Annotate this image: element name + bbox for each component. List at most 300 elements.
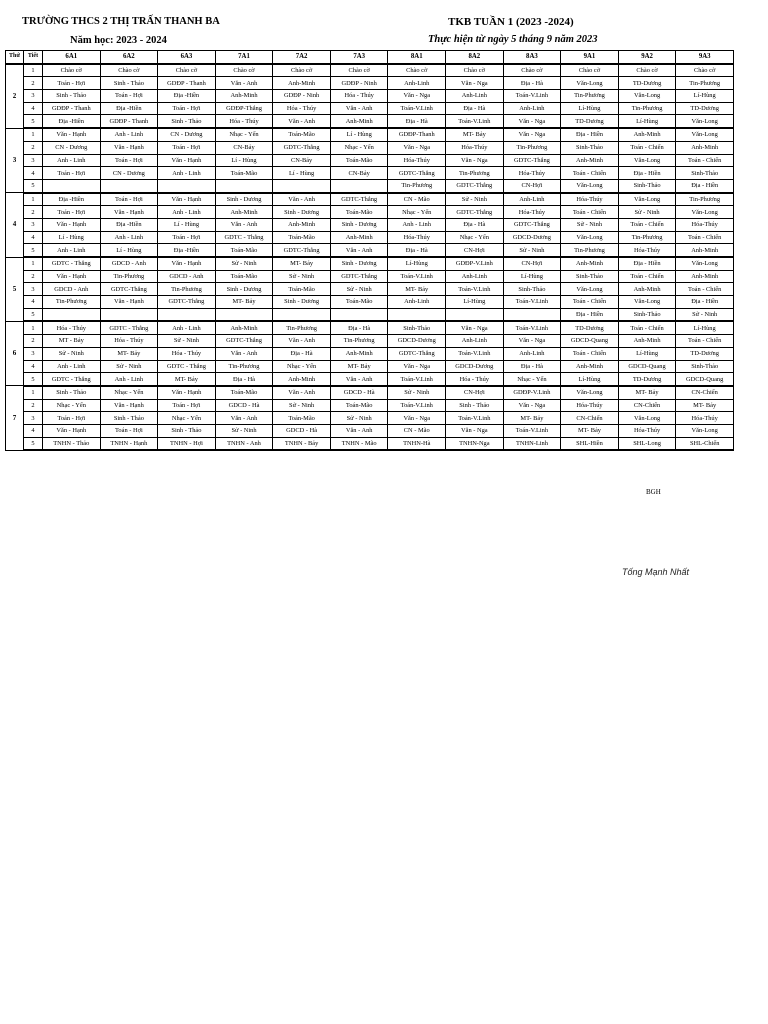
lesson-cell: GDTC - Thắng bbox=[215, 231, 273, 244]
lesson-cell: Toán-Mão bbox=[330, 154, 388, 167]
lesson-cell: Hóa-Thúy bbox=[503, 167, 561, 180]
lesson-cell: MT- Bảy bbox=[618, 386, 676, 399]
lesson-cell: GDCD - Anh bbox=[158, 270, 216, 283]
lesson-cell: GDCD - Hà bbox=[273, 424, 331, 437]
lesson-cell: Toán - Hợi bbox=[100, 193, 158, 206]
lesson-cell: Toán - Chiến bbox=[618, 321, 676, 334]
lesson-cell: TD-Dương bbox=[561, 115, 619, 128]
lesson-cell: MT- Bảy bbox=[446, 128, 504, 141]
table-row bbox=[6, 206, 734, 219]
lesson-cell: GDCD-Dương bbox=[503, 231, 561, 244]
lesson-cell: TNHN-Nga bbox=[446, 437, 504, 450]
lesson-cell: Sinh-Thảo bbox=[503, 283, 561, 296]
period-column-header: Tiết bbox=[24, 51, 43, 64]
lesson-cell: MT- Bảy bbox=[215, 296, 273, 309]
class-header: 7A3 bbox=[330, 51, 388, 64]
lesson-cell: Hóa-Thúy bbox=[561, 193, 619, 206]
lesson-cell: Văn - Hạnh bbox=[100, 399, 158, 412]
lesson-cell: GDCD - Hà bbox=[330, 386, 388, 399]
table-row bbox=[6, 321, 734, 334]
lesson-cell bbox=[100, 308, 158, 321]
lesson-cell: Văn - Hạnh bbox=[43, 270, 101, 283]
lesson-cell: Văn - Hạnh bbox=[158, 154, 216, 167]
lesson-cell: Anh-Linh bbox=[503, 193, 561, 206]
lesson-cell: Địa - Hà bbox=[446, 102, 504, 115]
lesson-cell: Anh-Minh bbox=[330, 347, 388, 360]
lesson-cell: Sinh - Dương bbox=[330, 257, 388, 270]
lesson-cell: GDTC-Thắng bbox=[158, 296, 216, 309]
lesson-cell: Địa - Hiền bbox=[676, 179, 734, 192]
table-row bbox=[6, 360, 734, 373]
lesson-cell: Toán - Chiến bbox=[676, 335, 734, 348]
lesson-cell: Anh-Minh bbox=[215, 206, 273, 219]
lesson-cell: Toán - Chiến bbox=[618, 141, 676, 154]
period-cell: 2 bbox=[24, 206, 43, 219]
lesson-cell: Anh - Linh bbox=[43, 360, 101, 373]
lesson-cell: Anh-Minh bbox=[330, 231, 388, 244]
lesson-cell: Toán-Mão bbox=[273, 128, 331, 141]
lesson-cell: Sử - Ninh bbox=[215, 424, 273, 437]
lesson-cell: Sinh - Thảo bbox=[100, 412, 158, 425]
lesson-cell: Chào cờ bbox=[215, 64, 273, 77]
table-row bbox=[6, 218, 734, 231]
lesson-cell: Địa - Hiền bbox=[676, 296, 734, 309]
lesson-cell: Anh-Minh bbox=[618, 283, 676, 296]
lesson-cell: Toán-V.Linh bbox=[503, 296, 561, 309]
lesson-cell: Toán-Mão bbox=[330, 296, 388, 309]
lesson-cell: Văn - Hạnh bbox=[43, 424, 101, 437]
table-row bbox=[6, 437, 734, 450]
period-cell: 4 bbox=[24, 231, 43, 244]
lesson-cell: Sử - Ninh bbox=[618, 206, 676, 219]
lesson-cell bbox=[158, 308, 216, 321]
lesson-cell: Sinh-Thảo bbox=[561, 270, 619, 283]
lesson-cell: Toán-V.Linh bbox=[446, 115, 504, 128]
lesson-cell: GDTC-Thắng bbox=[446, 206, 504, 219]
lesson-cell: Hóa - Thúy bbox=[273, 102, 331, 115]
lesson-cell: GDĐP - Thanh bbox=[100, 115, 158, 128]
lesson-cell: Địa - Hà bbox=[273, 347, 331, 360]
lesson-cell: GDTC-Thắng bbox=[446, 179, 504, 192]
lesson-cell: Chào cờ bbox=[158, 64, 216, 77]
lesson-cell: Văn - Nga bbox=[388, 90, 446, 103]
lesson-cell: CN-Chiến bbox=[618, 399, 676, 412]
period-cell: 4 bbox=[24, 167, 43, 180]
lesson-cell: GDCD - Hà bbox=[215, 399, 273, 412]
lesson-cell: Địa -Hiền bbox=[43, 115, 101, 128]
lesson-cell: Chào cờ bbox=[330, 64, 388, 77]
lesson-cell: Văn - Hạnh bbox=[158, 386, 216, 399]
lesson-cell: Toán-V.Linh bbox=[446, 412, 504, 425]
lesson-cell: Anh-Minh bbox=[215, 321, 273, 334]
lesson-cell: Toán-Mão bbox=[215, 386, 273, 399]
period-cell: 4 bbox=[24, 360, 43, 373]
lesson-cell: Anh-Linh bbox=[446, 335, 504, 348]
lesson-cell: Sinh-Thảo bbox=[676, 360, 734, 373]
lesson-cell: Địa -Hiền bbox=[158, 244, 216, 257]
lesson-cell: Chào cờ bbox=[446, 64, 504, 77]
lesson-cell: Sử - Ninh bbox=[158, 335, 216, 348]
lesson-cell: GDĐP-Thắng bbox=[215, 102, 273, 115]
lesson-cell: Văn-Long bbox=[618, 412, 676, 425]
period-cell: 5 bbox=[24, 115, 43, 128]
table-row bbox=[6, 179, 734, 192]
lesson-cell: Văn-Long bbox=[618, 193, 676, 206]
lesson-cell: Toán - Chiến bbox=[561, 167, 619, 180]
lesson-cell: MT- Bảy bbox=[330, 360, 388, 373]
lesson-cell: Văn-Long bbox=[561, 77, 619, 90]
table-row bbox=[6, 115, 734, 128]
lesson-cell: Sử - Ninh bbox=[388, 386, 446, 399]
lesson-cell: Lí-Hùng bbox=[618, 115, 676, 128]
lesson-cell: CN-Chiến bbox=[561, 412, 619, 425]
lesson-cell: Hóa-Thúy bbox=[618, 424, 676, 437]
lesson-cell: CN-Bảy bbox=[330, 167, 388, 180]
school-name: TRƯỜNG THCS 2 THỊ TRẤN THANH BA bbox=[22, 16, 220, 27]
lesson-cell: Tin-Phương bbox=[330, 335, 388, 348]
lesson-cell: Toán - Chiến bbox=[676, 283, 734, 296]
lesson-cell: Địa - Hà bbox=[503, 77, 561, 90]
lesson-cell: Nhạc - Yến bbox=[215, 128, 273, 141]
lesson-cell: Nhạc - Yến bbox=[100, 386, 158, 399]
lesson-cell: Địa -Hiền bbox=[100, 102, 158, 115]
lesson-cell bbox=[388, 308, 446, 321]
lesson-cell: Tin-Phương bbox=[43, 296, 101, 309]
lesson-cell: Văn - Anh bbox=[273, 115, 331, 128]
lesson-cell: Toán-V.Linh bbox=[388, 399, 446, 412]
lesson-cell: GDCD-Quang bbox=[618, 360, 676, 373]
lesson-cell: Anh-Minh bbox=[273, 218, 331, 231]
lesson-cell bbox=[158, 179, 216, 192]
table-row bbox=[6, 424, 734, 437]
class-header: 9A1 bbox=[561, 51, 619, 64]
lesson-cell: Anh-Minh bbox=[330, 115, 388, 128]
lesson-cell: GDTC - Thắng bbox=[43, 373, 101, 386]
lesson-cell: Anh - Linh bbox=[100, 128, 158, 141]
lesson-cell: Địa - Hà bbox=[388, 244, 446, 257]
period-cell: 4 bbox=[24, 296, 43, 309]
lesson-cell: Tin-Phương bbox=[215, 360, 273, 373]
lesson-cell: Anh - Linh bbox=[43, 244, 101, 257]
header-row bbox=[6, 51, 734, 64]
lesson-cell: Văn - Anh bbox=[330, 102, 388, 115]
lesson-cell: Sinh - Thảo bbox=[158, 115, 216, 128]
lesson-cell: TNHN - Hợi bbox=[158, 437, 216, 450]
signature: Tống Mạnh Nhất bbox=[622, 567, 690, 577]
period-cell: 1 bbox=[24, 64, 43, 77]
lesson-cell: Tin-Phương bbox=[100, 270, 158, 283]
table-row bbox=[6, 102, 734, 115]
lesson-cell: Văn - Nga bbox=[388, 412, 446, 425]
lesson-cell: Anh-Minh bbox=[561, 154, 619, 167]
lesson-cell: MT- Bảy bbox=[388, 283, 446, 296]
period-cell: 5 bbox=[24, 179, 43, 192]
period-cell: 2 bbox=[24, 77, 43, 90]
lesson-cell: Toán - Hợi bbox=[43, 412, 101, 425]
lesson-cell: Văn-Long bbox=[676, 115, 734, 128]
lesson-cell: CN-Hợi bbox=[503, 257, 561, 270]
period-cell: 3 bbox=[24, 412, 43, 425]
lesson-cell: GDĐP-V.Linh bbox=[503, 386, 561, 399]
period-cell: 2 bbox=[24, 270, 43, 283]
lesson-cell: Anh-Minh bbox=[676, 141, 734, 154]
lesson-cell: Toán - Hợi bbox=[158, 141, 216, 154]
table-row bbox=[6, 77, 734, 90]
lesson-cell: CN - Mão bbox=[388, 424, 446, 437]
lesson-cell: Tin-Phương bbox=[158, 283, 216, 296]
lesson-cell: Sử - Ninh bbox=[273, 399, 331, 412]
lesson-cell: Văn - Anh bbox=[215, 77, 273, 90]
lesson-cell: Hóa - Thúy bbox=[215, 115, 273, 128]
lesson-cell bbox=[330, 308, 388, 321]
lesson-cell: GDTC-Thắng bbox=[330, 193, 388, 206]
lesson-cell: Địa -Hiền bbox=[43, 193, 101, 206]
lesson-cell: Tin-Phương bbox=[446, 167, 504, 180]
lesson-cell: GDTC - Thắng bbox=[158, 360, 216, 373]
lesson-cell: GDCD-Dương bbox=[446, 360, 504, 373]
lesson-cell: GDCD - Anh bbox=[100, 257, 158, 270]
lesson-cell: Toán-Mão bbox=[215, 244, 273, 257]
lesson-cell: MT- Bảy bbox=[561, 424, 619, 437]
lesson-cell: Hóa - Thúy bbox=[158, 347, 216, 360]
class-header: 8A2 bbox=[446, 51, 504, 64]
lesson-cell: Toán-V.Linh bbox=[503, 321, 561, 334]
lesson-cell: Anh - Linh bbox=[158, 321, 216, 334]
lesson-cell: TNHN - Mão bbox=[330, 437, 388, 450]
lesson-cell: Anh-Linh bbox=[388, 296, 446, 309]
lesson-cell: GDTC - Thắng bbox=[43, 257, 101, 270]
lesson-cell: TD-Dương bbox=[676, 102, 734, 115]
lesson-cell: Toán-V.Linh bbox=[503, 424, 561, 437]
lesson-cell: Sinh-Thảo bbox=[388, 321, 446, 334]
class-header: 6A1 bbox=[43, 51, 101, 64]
lesson-cell: Tin-Phương bbox=[388, 179, 446, 192]
lesson-cell: CN-Chiến bbox=[676, 386, 734, 399]
lesson-cell: Toán-Mão bbox=[330, 206, 388, 219]
lesson-cell: Toán - Hợi bbox=[158, 399, 216, 412]
period-cell: 1 bbox=[24, 193, 43, 206]
day-cell: 4 bbox=[6, 193, 24, 257]
lesson-cell: Nhạc - Yến bbox=[330, 141, 388, 154]
lesson-cell: Anh-Minh bbox=[273, 373, 331, 386]
lesson-cell: Toán-Mão bbox=[273, 412, 331, 425]
lesson-cell: Địa - Hiền bbox=[561, 128, 619, 141]
lesson-cell: Sử - Ninh bbox=[561, 218, 619, 231]
table-row bbox=[6, 154, 734, 167]
lesson-cell: Toán-V.Linh bbox=[388, 102, 446, 115]
lesson-cell: CN - Dương bbox=[43, 141, 101, 154]
period-cell: 3 bbox=[24, 90, 43, 103]
lesson-cell: TNHN - Hạnh bbox=[100, 437, 158, 450]
lesson-cell: Toán - Hợi bbox=[158, 231, 216, 244]
lesson-cell: Sử - Ninh bbox=[446, 193, 504, 206]
period-cell: 4 bbox=[24, 102, 43, 115]
lesson-cell: TD-Dương bbox=[618, 373, 676, 386]
lesson-cell: Sinh-Thảo bbox=[618, 179, 676, 192]
lesson-cell: Địa - Hà bbox=[330, 321, 388, 334]
lesson-cell: Văn - Nga bbox=[503, 335, 561, 348]
lesson-cell: Nhạc - Yến bbox=[158, 412, 216, 425]
lesson-cell: Văn-Long bbox=[676, 257, 734, 270]
table-row bbox=[6, 270, 734, 283]
class-header: 8A1 bbox=[388, 51, 446, 64]
lesson-cell: Lí - Hùng bbox=[100, 244, 158, 257]
lesson-cell: Toán-V.Linh bbox=[388, 373, 446, 386]
lesson-cell: Anh-Linh bbox=[388, 77, 446, 90]
lesson-cell: Văn - Nga bbox=[503, 115, 561, 128]
lesson-cell: Sử - Ninh bbox=[676, 308, 734, 321]
class-header: 6A3 bbox=[158, 51, 216, 64]
lesson-cell: Anh-Minh bbox=[561, 360, 619, 373]
lesson-cell: Toán - Hợi bbox=[100, 154, 158, 167]
timetable-body bbox=[6, 64, 734, 451]
lesson-cell: Văn - Hạnh bbox=[100, 296, 158, 309]
table-row bbox=[6, 244, 734, 257]
lesson-cell: CN-Hợi bbox=[446, 244, 504, 257]
lesson-cell: Anh-Linh bbox=[503, 347, 561, 360]
day-cell: 7 bbox=[6, 386, 24, 450]
lesson-cell: GDĐP-V.Linh bbox=[446, 257, 504, 270]
lesson-cell: Toán - Chiến bbox=[676, 231, 734, 244]
period-cell: 3 bbox=[24, 154, 43, 167]
lesson-cell: MT- Bảy bbox=[273, 257, 331, 270]
day-cell: 3 bbox=[6, 128, 24, 192]
lesson-cell: Anh-Minh bbox=[561, 257, 619, 270]
lesson-cell bbox=[273, 179, 331, 192]
lesson-cell: Sinh - Dương bbox=[273, 296, 331, 309]
lesson-cell: Sinh - Dương bbox=[330, 218, 388, 231]
lesson-cell: CN - Dương bbox=[158, 128, 216, 141]
class-header: 8A3 bbox=[503, 51, 561, 64]
lesson-cell: Tin-Phương bbox=[503, 141, 561, 154]
timetable-title: TKB TUẦN 1 (2023 -2024) bbox=[448, 16, 574, 28]
lesson-cell: Sinh-Thảo bbox=[676, 167, 734, 180]
lesson-cell: GDĐP-Thanh bbox=[388, 128, 446, 141]
lesson-cell: Địa - Hiền bbox=[561, 308, 619, 321]
lesson-cell: Chào cờ bbox=[676, 64, 734, 77]
day-cell: 6 bbox=[6, 321, 24, 385]
lesson-cell: Hóa-Thúy bbox=[676, 412, 734, 425]
lesson-cell: Tin-Phương bbox=[561, 90, 619, 103]
table-row bbox=[6, 386, 734, 399]
lesson-cell: Toán - Chiến bbox=[561, 206, 619, 219]
class-header: 9A3 bbox=[676, 51, 734, 64]
lesson-cell: Lí - Hùng bbox=[215, 154, 273, 167]
lesson-cell: Văn - Anh bbox=[273, 193, 331, 206]
lesson-cell: TNHN-Linh bbox=[503, 437, 561, 450]
table-row bbox=[6, 399, 734, 412]
lesson-cell: Chào cờ bbox=[561, 64, 619, 77]
lesson-cell: Toán - Hợi bbox=[100, 90, 158, 103]
lesson-cell: Toán - Chiến bbox=[561, 347, 619, 360]
lesson-cell: Văn-Long bbox=[561, 386, 619, 399]
lesson-cell: Văn-Long bbox=[676, 206, 734, 219]
lesson-cell: Anh-Minh bbox=[676, 270, 734, 283]
lesson-cell: Lí-Hùng bbox=[676, 90, 734, 103]
lesson-cell: GDCD-Quang bbox=[676, 373, 734, 386]
lesson-cell: Văn - Nga bbox=[503, 399, 561, 412]
lesson-cell: Toán - Chiến bbox=[676, 154, 734, 167]
lesson-cell: Toán - Hợi bbox=[100, 424, 158, 437]
lesson-cell: TNHN - Anh bbox=[215, 437, 273, 450]
lesson-cell: Toán-V.Linh bbox=[388, 270, 446, 283]
class-header: 9A2 bbox=[618, 51, 676, 64]
lesson-cell: Hóa-Thúy bbox=[388, 231, 446, 244]
lesson-cell: TD-Dương bbox=[561, 321, 619, 334]
lesson-cell: GDTC-Thắng bbox=[388, 347, 446, 360]
lesson-cell: GDĐP - Thanh bbox=[43, 102, 101, 115]
lesson-cell: CN - Dương bbox=[100, 167, 158, 180]
period-cell: 1 bbox=[24, 128, 43, 141]
lesson-cell: GDĐP - Ninh bbox=[273, 90, 331, 103]
lesson-cell: GDĐP - Thanh bbox=[158, 77, 216, 90]
period-cell: 4 bbox=[24, 424, 43, 437]
lesson-cell: Anh-Minh bbox=[618, 128, 676, 141]
lesson-cell: MT- Bảy bbox=[158, 373, 216, 386]
lesson-cell: Lí-Hùng bbox=[503, 270, 561, 283]
class-header: 7A1 bbox=[215, 51, 273, 64]
lesson-cell: Hóa-Thúy bbox=[618, 244, 676, 257]
lesson-cell: Anh - Linh bbox=[43, 154, 101, 167]
lesson-cell: Lí - Hùng bbox=[43, 231, 101, 244]
lesson-cell: GDTC-Thắng bbox=[388, 167, 446, 180]
table-row bbox=[6, 141, 734, 154]
lesson-cell: Văn-Long bbox=[618, 296, 676, 309]
lesson-cell: Văn-Long bbox=[561, 179, 619, 192]
lesson-cell: Địa -Hiền bbox=[100, 218, 158, 231]
table-row bbox=[6, 64, 734, 77]
lesson-cell: Hóa-Thúy bbox=[388, 154, 446, 167]
lesson-cell: MT- Bảy bbox=[676, 399, 734, 412]
lesson-cell: GDTC-Thắng bbox=[100, 283, 158, 296]
lesson-cell: CN-Bảy bbox=[215, 141, 273, 154]
lesson-cell: Toán-V.Linh bbox=[446, 283, 504, 296]
lesson-cell: Anh-Minh bbox=[618, 335, 676, 348]
lesson-cell: Anh-Linh bbox=[446, 90, 504, 103]
lesson-cell: GDCD-Dương bbox=[388, 335, 446, 348]
lesson-cell: Văn-Long bbox=[676, 424, 734, 437]
class-header: 7A2 bbox=[273, 51, 331, 64]
lesson-cell: Văn - Anh bbox=[215, 347, 273, 360]
period-cell: 5 bbox=[24, 373, 43, 386]
lesson-cell: Lí-Hùng bbox=[676, 321, 734, 334]
lesson-cell: Văn - Hạnh bbox=[43, 218, 101, 231]
lesson-cell: Văn - Anh bbox=[215, 218, 273, 231]
lesson-cell: Toán - Chiến bbox=[618, 270, 676, 283]
lesson-cell: Văn-Long bbox=[561, 283, 619, 296]
table-row bbox=[6, 90, 734, 103]
period-cell: 5 bbox=[24, 437, 43, 450]
lesson-cell: Văn - Nga bbox=[388, 141, 446, 154]
lesson-cell: Văn - Anh bbox=[273, 335, 331, 348]
lesson-cell: Văn - Nga bbox=[446, 77, 504, 90]
lesson-cell: Hóa - Thúy bbox=[43, 321, 101, 334]
lesson-cell: Sử - Ninh bbox=[503, 244, 561, 257]
lesson-cell: Toán - Chiến bbox=[561, 296, 619, 309]
lesson-cell: Tin-Phương bbox=[618, 231, 676, 244]
lesson-cell: Lí-Hùng bbox=[618, 347, 676, 360]
lesson-cell: Nhạc - Yến bbox=[43, 399, 101, 412]
lesson-cell: Toán-V.Linh bbox=[446, 347, 504, 360]
lesson-cell: Văn - Nga bbox=[446, 424, 504, 437]
lesson-cell: TD-Dương bbox=[676, 347, 734, 360]
lesson-cell bbox=[273, 308, 331, 321]
lesson-cell bbox=[100, 179, 158, 192]
lesson-cell: GDTC-Thắng bbox=[273, 244, 331, 257]
lesson-cell: Sinh-Thảo bbox=[561, 141, 619, 154]
lesson-cell: Nhạc - Yến bbox=[446, 231, 504, 244]
lesson-cell: Tin-Phương bbox=[676, 77, 734, 90]
